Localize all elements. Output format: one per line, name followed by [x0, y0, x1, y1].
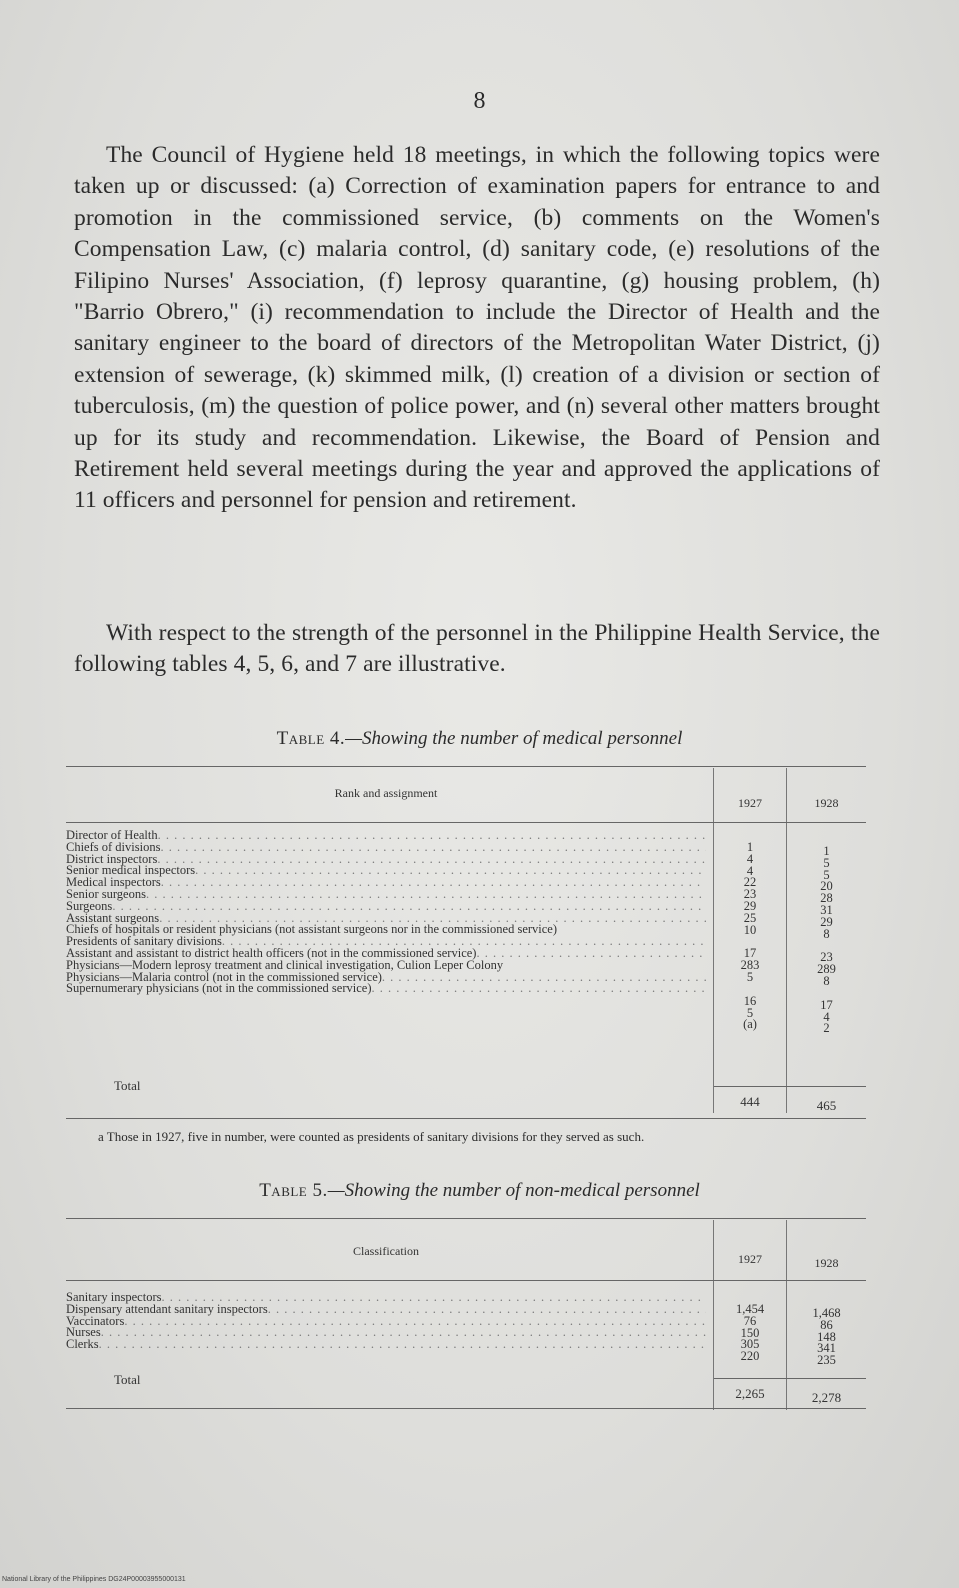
table4-total-1927: 444: [740, 1094, 760, 1109]
table5-rows: [66, 1292, 706, 1351]
table4-caption-lead: Table 4.: [276, 728, 346, 749]
table-row: Presidents of sanitary divisions . . .: [66, 936, 706, 948]
table5-total-1927: 2,265: [735, 1386, 765, 1401]
digitization-footer: National Library of the Philippines DG24P00003955000131: [2, 1576, 186, 1583]
table-row: Nurses . . .: [66, 1327, 706, 1339]
table-row: Medical inspectors . . .: [66, 877, 706, 889]
table-row: Dispensary attendant sanitary inspectors . . .: [66, 1304, 706, 1316]
page-number: 8: [473, 88, 486, 114]
table-row: Clerks . . .: [66, 1339, 706, 1351]
table-row: Senior medical inspectors . . .: [66, 865, 706, 877]
table4-header-1927: 1927: [738, 796, 762, 810]
table5-caption: [0, 1180, 959, 1202]
table-row: District inspectors . . .: [66, 854, 706, 866]
table-row: Sanitary inspectors . . .: [66, 1292, 706, 1304]
table4-header-rank: Rank and assignment: [334, 786, 438, 800]
table4-caption: [0, 728, 959, 750]
table4-header-1928: 1928: [814, 796, 839, 810]
table4-total-1928: 465: [816, 1098, 837, 1113]
table-row: Surgeons . . .: [66, 901, 706, 913]
table-row: Senior surgeons . . .: [66, 889, 706, 901]
table-row: Vaccinators . . .: [66, 1316, 706, 1328]
table5: [66, 1218, 866, 1418]
table4-col-1928: 1 5 5 20 28 31 29 8 23 289 8 17 4 2: [817, 844, 836, 1036]
table-row: Supernumerary physicians (not in the commissioned service) . . .: [66, 983, 706, 995]
table-row: Assistant surgeons . . .: [66, 913, 706, 925]
table-row: Chiefs of divisions . . .: [66, 842, 706, 854]
table4-footnote: a Those in 1927, five in number, were counted as presidents of sanitary divisions for they served as such.: [98, 1129, 645, 1144]
table5-col-1928: 1,468 86 148 341 235: [812, 1306, 841, 1368]
table5-total-1928: 2,278: [811, 1390, 842, 1405]
table4-caption-title: —Showing the number of medical personnel: [345, 728, 683, 749]
table4: [66, 766, 866, 1126]
table5-caption-lead: Table 5.: [259, 1180, 328, 1201]
table-row: Director of Health . . .: [66, 830, 706, 842]
table5-total-label: Total: [114, 1372, 141, 1387]
table-row: Assistant and assistant to district health officers (not in the commissioned service) . . .: [66, 948, 706, 960]
paragraph-council-of-hygiene: The Council of Hygiene held 18 meetings, in which the following topics were taken up or discussed: (a) Correction of examination papers for entrance to and promotion in the commissioned service, (b) comments on the Women's Compensation Law, (c) malaria control, (d) sanitary code, (e) resolutions of the Filipino Nurses' Association, (f) leprosy quarantine, (g) housing problem, (h) "Barrio Obrero," (i) recommendation to include the Director of Health and the sanitary engineer to the board of directors of the Metropolitan Water District, (j) extension of sewerage, (k) skimmed milk, (l) creation of a division or section of tuberculosis, (m) the question of police power, and (n) several other matters brought up for its study and recommendation. Likewise, the Board of Pension and Retirement held several meetings during the year and approved the applications of 11 officers and personnel for pension and retirement.: [74, 142, 880, 514]
table5-header-classification: Classification: [353, 1244, 419, 1258]
paragraph-personnel-strength: With respect to the strength of the personnel in the Philippine Health Service, the following tables 4, 5, 6, and 7 are illustrative.: [74, 620, 880, 678]
table5-header-1927: 1927: [738, 1252, 762, 1266]
table-row: Physicians—Modern leprosy treatment and clinical investigation, Culion Leper Colony: [66, 957, 504, 972]
table4-total-label: Total: [114, 1078, 141, 1093]
table5-header-1928: 1928: [814, 1256, 839, 1270]
table4-rows: [66, 830, 706, 995]
table5-caption-title: —Showing the number of non-medical personnel: [327, 1180, 700, 1201]
table4-col-1927: 1 4 4 22 23 29 25 10 17 283 5 16 5 (a): [740, 840, 760, 1032]
table-row: Chiefs of hospitals or resident physicians (not assistant surgeons nor in the commissioned service): [66, 922, 558, 937]
table-row: Physicians—Malaria control (not in the commissioned service) . . .: [66, 972, 706, 984]
table5-col-1927: 1,454 76 150 305 220: [735, 1302, 765, 1364]
